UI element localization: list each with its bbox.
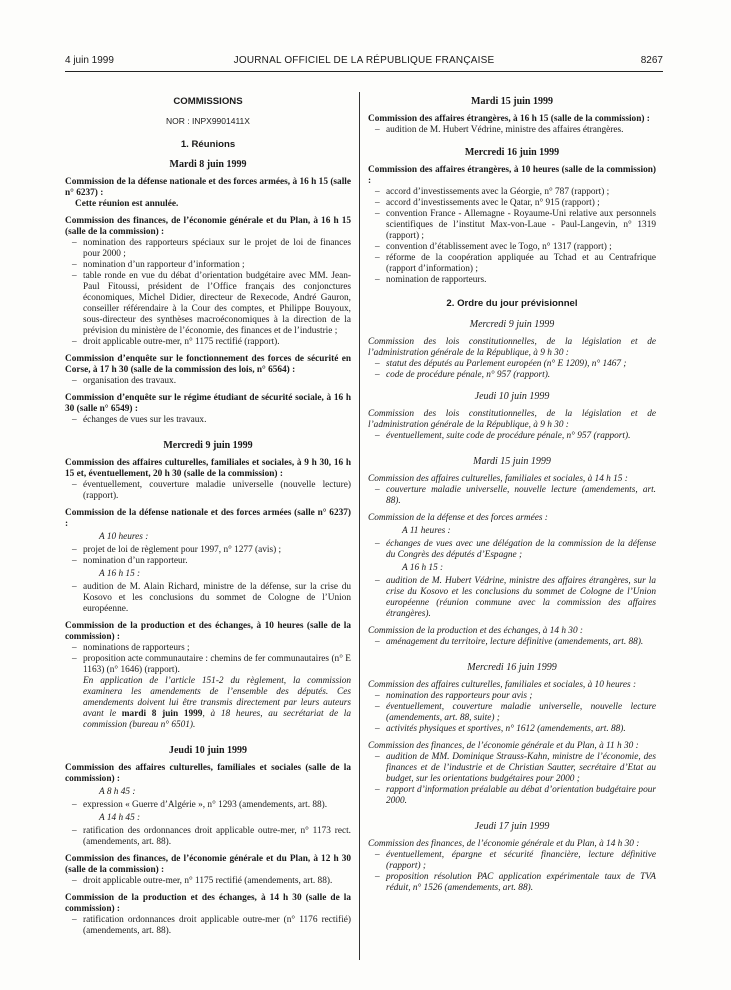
entry-heading: Commission des affaires culturelles, familiales et sociales (salle de la commission) :: [65, 763, 351, 784]
agenda-item: – aménagement du territoire, lecture définitive (amendements, art. 88).: [368, 637, 656, 648]
agenda-item: – ratification ordonnances droit applicable outre-mer (n° 1176 rectifié) (amendements, art. 88).: [65, 915, 351, 937]
agenda-item: – convention France - Allemagne - Royaume-Uni relative aux personnels scientifiques de l’institut Max-von-Laue - Paul-Langevin, n° 1319 (rapport) ;: [368, 209, 656, 242]
agenda-item: – couverture maladie universelle, nouvelle lecture (amendements, art. 88).: [368, 485, 656, 507]
entry-heading: Commission des lois constitutionnelles, de la législation et de l’administration générale de la République, à 9 h 30 :: [368, 337, 656, 358]
entry-heading: Commission des lois constitutionnelles, de la législation et de l’administration générale de la République, à 9 h 30 :: [368, 409, 656, 430]
agenda-list: [65, 376, 351, 387]
agenda-item: – audition de M. Hubert Védrine, ministre des affaires étrangères.: [368, 125, 656, 136]
agenda-item: – convention d’établissement avec le Togo, n° 1317 (rapport) ;: [368, 242, 656, 253]
meeting-entry: [368, 165, 656, 286]
entry-heading: Commission d’enquête sur le fonctionnement des forces de sécurité en Corse, à 17 h 30 (salle de la commission des lois, n° 6564) :: [65, 354, 351, 375]
entry-heading: Commission de la défense et des forces armées :: [368, 513, 548, 523]
time-subheading: A 10 heures :: [99, 532, 149, 542]
meeting-entry: [368, 114, 656, 136]
entry-heading: Commission d’enquête sur le régime étudiant de sécurité sociale, à 16 h 30 (salle n° 6549) :: [65, 393, 351, 414]
entry-heading: Commission des affaires étrangères, à 10 heures (salle de la commission) :: [368, 165, 656, 186]
agenda-item: – accord d’investissements avec la Géorgie, n° 787 (rapport) ;: [368, 187, 656, 198]
agenda-item: – éventuellement, épargne et sécurité financière, lecture définitive (rapport) ;: [368, 850, 656, 872]
day-heading: Mercredi 16 juin 1999: [464, 147, 560, 158]
agenda-item: – audition de M. Hubert Védrine, ministre des affaires étrangères, sur la crise du Kosovo et les conclusions du sommet de Cologne de l’Union européenne (réunion commune avec la commission des affaires étrangères).: [368, 576, 656, 620]
agenda-item: – nomination des rapporteurs spéciaux sur le projet de loi de finances pour 2000 ;: [65, 238, 351, 260]
entry-heading: Commission des affaires culturelles, familiales et sociales, à 10 heures :: [368, 680, 637, 690]
agenda-item: – projet de loi de règlement pour 1997, n° 1277 (avis) ;: [65, 545, 351, 556]
right-column: [368, 96, 656, 900]
agenda-item: – nomination des rapporteurs pour avis ;: [368, 691, 656, 702]
meeting-entry: [65, 458, 351, 502]
amendment-note: En application de l’article 151-2 du règlement, la commission examinera les amendements de l’ensemble des députés. Ces amendements doivent lui être transmis directement par leurs auteurs avant le mardi 8 juin 1999, à 18 heures, au secrétariat de la commission (bureau n° 6501).: [83, 676, 352, 730]
agenda-item: – organisation des travaux.: [65, 376, 351, 387]
agenda-list: [368, 485, 656, 507]
meeting-entry: [368, 337, 656, 381]
agenda-list: [65, 826, 351, 848]
agenda-item: – proposition acte communautaire : chemins de fer communautaires (n° E 1163) (n° 1646) (rapport).: [65, 654, 351, 676]
day-heading: Mardi 8 juin 1999: [169, 159, 247, 170]
agenda-list: [368, 359, 656, 381]
header-date: 4 juin 1999: [65, 55, 114, 66]
agenda-list: [368, 431, 656, 442]
agenda-item: – code de procédure pénale, n° 957 (rapport).: [368, 370, 656, 381]
agenda-list: [368, 125, 656, 136]
column-divider: [359, 92, 360, 960]
agenda-list: [65, 876, 351, 887]
agenda-list: [368, 850, 656, 894]
day-heading: Jeudi 10 juin 1999: [168, 745, 248, 756]
agenda-item: – nomination d’un rapporteur.: [65, 556, 351, 567]
entry-heading: Commission de la production et des échanges, à 14 h 30 (salle de la commission) :: [65, 893, 351, 914]
entry-heading: Commission des finances, de l’économie générale et du Plan, à 16 h 15 (salle de la commission) :: [65, 216, 351, 237]
agenda-item: – ratification des ordonnances droit applicable outre-mer, n° 1173 rect. (amendements, art. 88).: [65, 826, 351, 848]
meeting-entry: [65, 763, 351, 848]
agenda-list: [65, 480, 351, 502]
time-subheading: A 14 h 45 :: [99, 813, 141, 823]
entry-heading: Commission des affaires culturelles, familiales et sociales, à 9 h 30, 16 h 15 et, éventuellement, 20 h 30 (salle de la commission) :: [65, 458, 351, 479]
agenda-item: – droit applicable outre-mer, n° 1175 rectifié (rapport).: [65, 337, 351, 348]
day-heading: Jeudi 10 juin 1999: [474, 391, 550, 402]
agenda-list: [65, 800, 351, 811]
time-subheading: A 8 h 45 :: [99, 787, 136, 797]
meeting-entry: [65, 354, 351, 387]
meeting-entry: [65, 854, 351, 887]
left-column: [65, 96, 351, 943]
meeting-entry: [368, 409, 656, 442]
agenda-list: [368, 576, 656, 620]
agenda-item: – nominations de rapporteurs ;: [65, 643, 351, 654]
agenda-item: – éventuellement, couverture maladie universelle (nouvelle lecture) (rapport).: [65, 480, 351, 502]
agenda-list: [65, 915, 351, 937]
meeting-entry: [368, 680, 656, 735]
agenda-item: – éventuellement, couverture maladie universelle, nouvelle lecture (amendements, art. 88, suite) ;: [368, 702, 656, 724]
entry-heading: Commission des affaires étrangères, à 16 h 15 (salle de la commission) :: [368, 114, 650, 124]
agenda-list: [368, 752, 656, 807]
section-ordre-du-jour-title: 2. Ordre du jour prévisionnel: [446, 298, 578, 309]
meeting-entry: [368, 474, 656, 507]
agenda-list: [65, 238, 351, 348]
day-heading: Jeudi 17 juin 1999: [474, 821, 550, 832]
entry-heading: Commission des finances, de l’économie générale et du Plan, à 11 h 30 :: [368, 741, 639, 751]
agenda-item: – droit applicable outre-mer, n° 1175 rectifié (amendements, art. 88).: [65, 876, 351, 887]
agenda-item: – nomination d’un rapporteur d’information ;: [65, 260, 351, 271]
entry-heading: Commission de la défense nationale et des forces armées (salle n° 6237) :: [65, 508, 351, 529]
header-journal-title: JOURNAL OFFICIEL DE LA RÉPUBLIQUE FRANÇAISE: [233, 55, 495, 66]
agenda-item: – éventuellement, suite code de procédure pénale, n° 957 (rapport).: [368, 431, 656, 442]
page-header: [65, 55, 663, 72]
day-heading: Mardi 15 juin 1999: [471, 96, 553, 107]
agenda-list: [65, 582, 351, 615]
time-subheading: A 11 heures :: [402, 526, 451, 536]
agenda-list: [65, 545, 351, 567]
meeting-entry: [65, 508, 351, 615]
day-heading: Mercredi 9 juin 1999: [163, 440, 253, 451]
entry-heading: Commission des finances, de l’économie générale et du Plan, à 14 h 30 :: [368, 839, 640, 849]
cancellation-notice: Cette réunion est annulée.: [75, 199, 179, 209]
agenda-list: [65, 415, 351, 426]
time-subheading: A 16 h 15 :: [99, 569, 141, 579]
agenda-item: – expression « Guerre d’Algérie », n° 1293 (amendements, art. 88).: [65, 800, 351, 811]
day-heading: Mercredi 16 juin 1999: [467, 662, 557, 673]
meeting-entry: [65, 893, 351, 937]
agenda-item: – table ronde en vue du débat d’orientation budgétaire avec MM. Jean-Paul Fitoussi, président de l’Office français des conjonctures économiques, Michel Didier, directeur de Rexecode, André Gauron, conseiller référendaire à la Cour des comptes, et Philippe Bouyoux, sous-directeur des synthèses macroéconomiques à la direction de la prévision du ministère de l’économie, des finances et de l’industrie ;: [65, 271, 351, 337]
agenda-item: – activités physiques et sportives, n° 1612 (amendements, art. 88).: [368, 724, 656, 735]
agenda-item: – nomination de rapporteurs.: [368, 275, 656, 286]
agenda-list: [368, 539, 656, 561]
entry-heading: Commission de la production et des échanges, à 14 h 30 :: [368, 626, 584, 636]
agenda-list: [368, 637, 656, 648]
agenda-item: – statut des députés au Parlement européen (n° E 1209), n° 1467 ;: [368, 359, 656, 370]
meeting-entry: [368, 626, 656, 648]
time-subheading: A 16 h 15 :: [402, 563, 444, 573]
entry-heading: Commission de la production et des échanges, à 10 heures (salle de la commission) :: [65, 621, 351, 642]
section-reunions-title: 1. Réunions: [180, 139, 236, 150]
agenda-list: [65, 643, 351, 676]
agenda-item: – échanges de vues avec une délégation de la commission de la défense du Congrès des députés d’Espagne ;: [368, 539, 656, 561]
meeting-entry: [368, 513, 656, 620]
meeting-entry: [65, 216, 351, 348]
agenda-item: – audition de M. Alain Richard, ministre de la défense, sur la crise du Kosovo et les conclusions du sommet de Cologne de l’Union européenne.: [65, 582, 351, 615]
agenda-list: [368, 187, 656, 286]
day-heading: Mardi 15 juin 1999: [473, 456, 551, 467]
agenda-item: – audition de MM. Dominique Strauss-Kahn, ministre de l’économie, des finances et de l’industrie et de Christian Sautter, secrétaire d’Etat au budget, sur les orientations budgétaires pour 2000 ;: [368, 752, 656, 785]
meeting-entry: [65, 177, 351, 210]
meeting-entry: [368, 741, 656, 807]
agenda-list: [368, 691, 656, 735]
agenda-item: – accord d’investissements avec le Qatar, n° 915 (rapport) ;: [368, 198, 656, 209]
day-heading: Mercredi 9 juin 1999: [469, 319, 555, 330]
agenda-item: – rapport d’information préalable au débat d’orientation budgétaire pour 2000.: [368, 785, 656, 807]
entry-heading: Commission des affaires culturelles, familiales et sociales, à 14 h 15 :: [368, 474, 628, 484]
header-page-number: 8267: [640, 55, 663, 66]
agenda-item: – échanges de vues sur les travaux.: [65, 415, 351, 426]
nor-reference: NOR : INPX9901411X: [166, 116, 250, 126]
section-title: COMMISSIONS: [173, 96, 243, 107]
entry-heading: Commission des finances, de l’économie générale et du Plan, à 12 h 30 (salle de la commission) :: [65, 854, 351, 875]
entry-heading: Commission de la défense nationale et des forces armées, à 16 h 15 (salle n° 6237) :: [65, 177, 351, 198]
agenda-item: – proposition résolution PAC application expérimentale taux de TVA réduit, n° 1526 (amendements, art. 88).: [368, 872, 656, 894]
meeting-entry: [65, 621, 351, 731]
agenda-item: – réforme de la coopération appliquée au Tchad et au Centrafrique (rapport d’information) ;: [368, 253, 656, 275]
meeting-entry: [65, 393, 351, 426]
meeting-entry: [368, 839, 656, 894]
